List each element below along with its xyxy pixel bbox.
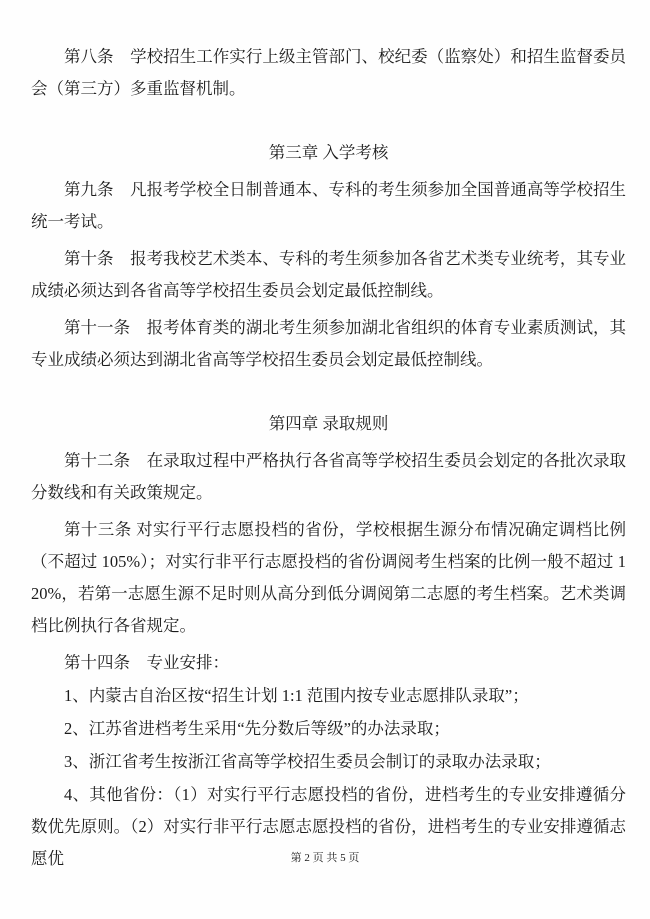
list-item: 4、其他省份：（1）对实行平行志愿投档的省份，进档考生的专业安排遵循分数优先原则。（2）对实行非平行志愿志愿投档的省份，进档考生的专业安排遵循志愿优	[31, 785, 626, 868]
page-footer: 第 2 页 共 5 页	[290, 852, 360, 864]
article-paragraph: 第十三条 对实行平行志愿投档的省份，学校根据生源分布情况确定调档比例（不超过 105%）；对实行非平行志愿投档的省份调阅考生档案的比例一般不超过 120%，若第一志愿生源不足时则从高分到低分调阅第二志愿的考生档案。艺术类调档比例执行各省规定。	[31, 520, 626, 635]
article-paragraph: 第九条 凡报考学校全日制普通本、专科的考生须参加全国普通高等学校招生统一考试。	[31, 180, 626, 231]
list-item: 2、江苏省进档考生采用“先分数后等级”的办法录取；	[64, 719, 450, 738]
article-paragraph: 第十二条 在录取过程中严格执行各省高等学校招生委员会划定的各批次录取分数线和有关政策规定。	[31, 451, 626, 502]
list-item: 3、浙江省考生按浙江省高等学校招生委员会制订的录取办法录取；	[64, 752, 551, 771]
chapter-heading: 第三章 入学考核	[268, 143, 389, 162]
chapter-heading: 第四章 录取规则	[268, 414, 389, 433]
list-item: 1、内蒙古自治区按“招生计划 1:1 范围内按专业志愿排队录取”；	[64, 686, 529, 705]
article-paragraph: 第八条 学校招生工作实行上级主管部门、校纪委（监察处）和招生监督委员会（第三方）多重监督机制。	[31, 47, 626, 98]
article-paragraph: 第十一条 报考体育类的湖北考生须参加湖北省组织的体育专业素质测试，其专业成绩必须达到湖北省高等学校招生委员会划定最低控制线。	[31, 318, 626, 369]
article-paragraph: 第十条 报考我校艺术类本、专科的考生须参加各省艺术类专业统考，其专业成绩必须达到各省高等学校招生委员会划定最低控制线。	[31, 249, 626, 300]
document-body	[31, 41, 626, 875]
article-paragraph: 第十四条 专业安排：	[64, 653, 229, 672]
